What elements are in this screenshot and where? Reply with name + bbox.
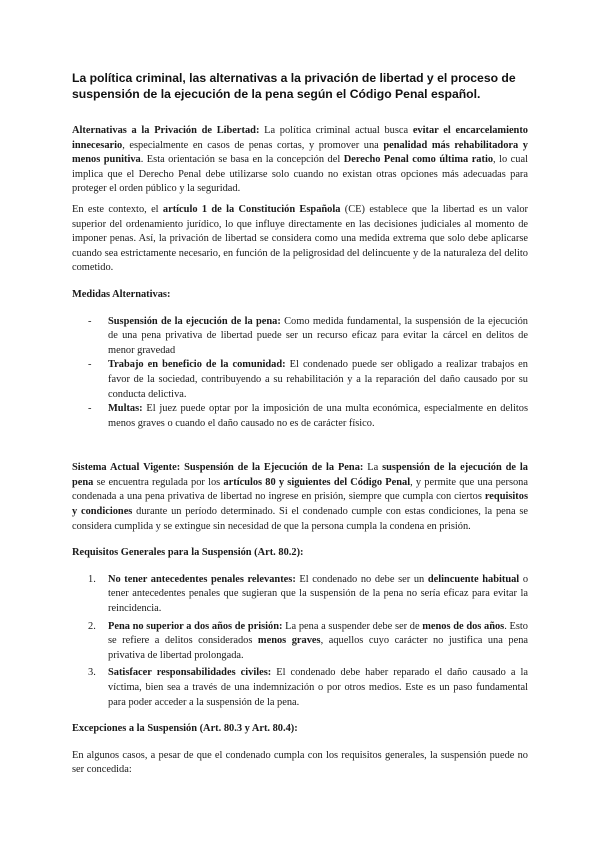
list-item-text: o tener antecedentes penales que sugieran que la suspensión de la pena no sería eficaz para evitar la reincidencia. bbox=[108, 573, 529, 615]
list-item-bold: menos de dos años bbox=[422, 620, 505, 632]
intro-text-2: , especialmente en casos de penas cortas, y promover una bbox=[122, 139, 384, 151]
list-item-text: Como medida fundamental, la suspensión de la ejecución de una pena privativa de libertad puede ser un recurso eficaz para evitar la cárcel en delitos de menor gravedad bbox=[108, 315, 528, 356]
list-item-text: , aquellos cuyo carácter no justifica una pena privativa de libertad prolongada. bbox=[108, 635, 528, 661]
context-paragraph bbox=[72, 203, 528, 276]
list-item-text: El juez puede optar por la imposición de una multa económica, especialmente en delitos menos graves o cuando el daño causado no es de carácter físico. bbox=[108, 403, 528, 429]
sistema-lead: Sistema Actual Vigente: Suspensión de la Ejecución de la Pena: bbox=[72, 462, 364, 474]
sistema-bold-3: requisitos y condiciones bbox=[72, 491, 528, 518]
bullet-mark: - bbox=[88, 315, 92, 327]
intro-bold-2: penalidad más rehabilitadora y menos punitiva bbox=[72, 139, 528, 166]
context-bold-1: artículo 1 de la Constitución Española bbox=[162, 203, 341, 215]
list-item-text: El condenado puede ser obligado a realizar trabajos en favor de la sociedad, contribuyendo a su rehabilitación y a la reparación del daño causado por su conducta delictiva. bbox=[108, 359, 528, 400]
intro-lead: Alternativas a la Privación de Libertad: bbox=[72, 125, 260, 136]
requisitos-list bbox=[72, 573, 528, 710]
sistema-text-1: La bbox=[363, 462, 383, 474]
list-item bbox=[88, 620, 528, 664]
list-item-title: Trabajo en beneficio de la comunidad: bbox=[108, 359, 286, 371]
sistema-text-2: se encuentra regulada por los bbox=[93, 476, 224, 488]
context-text-1: En este contexto, el bbox=[72, 203, 163, 215]
medidas-list bbox=[72, 315, 528, 432]
list-item-title: Multas: bbox=[108, 403, 143, 415]
list-item-title: Pena no superior a dos años de prisión: bbox=[108, 620, 283, 632]
intro-bold-3: Derecho Penal como última ratio bbox=[343, 154, 494, 166]
list-number: 1. bbox=[88, 573, 96, 585]
list-item bbox=[88, 666, 528, 710]
sistema-paragraph bbox=[72, 461, 528, 534]
intro-text-4: , lo cual implica que el Derecho Penal debe utilizarse solo cuando no existan otras opciones más adecuadas para proteger el orden público y la seguridad. bbox=[72, 154, 528, 195]
list-number: 3. bbox=[88, 667, 96, 679]
context-text-2: (CE) establece que la libertad es un valor superior del ordenamiento jurídico, lo que influye directamente en las decisiones judiciales al momento de imponer penas. Así, la privación de libertad se considera como una medida extrema que solo debe aplicarse cuando sea estrictamente necesario, en función de la peligrosidad del delincuente y de la naturaleza del delito cometido. bbox=[72, 203, 529, 274]
list-item-title: Suspensión de la ejecución de la pena: bbox=[108, 315, 281, 327]
list-item-bold: delincuente habitual bbox=[427, 573, 520, 585]
sistema-text-4: durante un período determinado. Si el condenado cumple con estas condiciones, la pena se considera cumplida y se extingue sin necesidad de que la persona cumpla la condena en prisión. bbox=[72, 506, 528, 532]
list-item-text: . Esto se refiere a delitos considerados bbox=[108, 620, 528, 647]
list-number: 2. bbox=[88, 620, 96, 632]
list-item-bold: menos graves bbox=[257, 635, 321, 647]
intro-bold-1: evitar el encarcelamiento innecesario bbox=[72, 125, 528, 151]
intro-text-3: . Esta orientación se basa en la concepción del bbox=[140, 154, 344, 166]
list-item bbox=[88, 573, 529, 617]
sistema-bold-1: suspensión de la ejecución de la pena bbox=[72, 462, 528, 488]
requisitos-heading: Requisitos Generales para la Suspensión (Art. 80.2): bbox=[72, 547, 304, 559]
list-item bbox=[88, 315, 528, 359]
list-item bbox=[88, 358, 528, 402]
document-title: La política criminal, las alternativas a la privación de libertad y el proceso de suspensión de la ejecución de la pena según el Código Penal español. bbox=[72, 71, 516, 101]
list-item-text: El condenado debe haber reparado el daño causado a la víctima, bien sea a través de una indemnización o por otros medios. Este es un paso fundamental para poder acceder a la suspensión de la pena. bbox=[108, 667, 528, 708]
list-item-title: No tener antecedentes penales relevantes: bbox=[108, 573, 296, 585]
list-item bbox=[88, 402, 528, 431]
sistema-bold-2: artículos 80 y siguientes del Código Penal bbox=[223, 476, 411, 488]
list-item-text: La pena a suspender debe ser de bbox=[282, 620, 423, 632]
section-spacer bbox=[72, 431, 528, 461]
intro-paragraph bbox=[72, 124, 528, 197]
sistema-text-3: , y permite que una persona condenada a una pena privativa de libertad no ingrese en prisión, siempre que cumpla con ciertos bbox=[72, 476, 528, 503]
list-item-title: Satisfacer responsabilidades civiles: bbox=[108, 667, 272, 679]
intro-text-1: La política criminal actual busca bbox=[259, 125, 413, 136]
bullet-mark: - bbox=[88, 359, 92, 371]
excepciones-heading: Excepciones a la Suspensión (Art. 80.3 y Art. 80.4): bbox=[72, 723, 298, 735]
medidas-heading: Medidas Alternativas: bbox=[72, 288, 171, 300]
bullet-mark: - bbox=[88, 403, 92, 415]
list-item-text: El condenado no debe ser un bbox=[295, 573, 428, 585]
excepciones-paragraph: En algunos casos, a pesar de que el condenado cumpla con los requisitos generales, la suspensión puede no ser concedida: bbox=[72, 749, 528, 776]
